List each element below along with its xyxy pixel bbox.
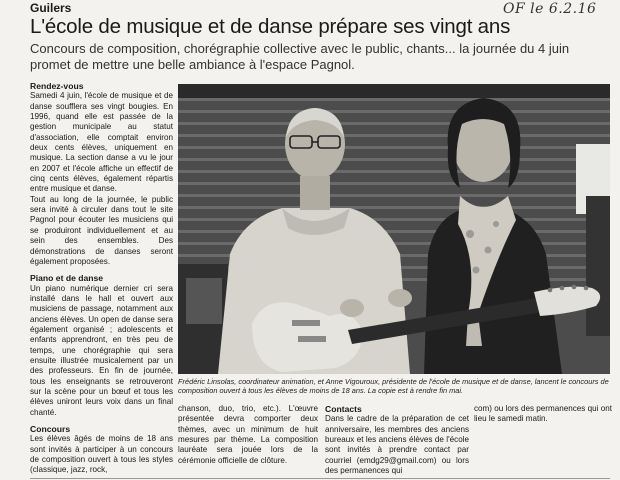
paragraph: Dans le cadre de la préparation de cet anniversaire, les membres des anciens bureaux et les anciens élèves de l'école sont invités à prendre contact par courriel (emdg29@gmail.com) ou lors des permanences qui [325, 414, 469, 476]
section-heading-rendez-vous: Rendez-vous [30, 81, 84, 91]
article-headline: L'école de musique et de danse prépare ses vingt ans [30, 15, 511, 38]
paragraph: chanson, duo, trio, etc.). L'œuvre présentée devra comporter deux thèmes, avec un minimum de huit mesures par thème. La composition lauréate sera jouée lors de la cérémonie officielle de clôture. [178, 404, 318, 465]
paragraph: Samedi 4 juin, l'école de musique et de danse soufflera ses vingt bougies. En 1996, quand elle est passée de la gestion municipale au statut d'association, elle comptait environ deux cents élèves, uniquement en musique. La section danse a vu le jour en 2007 et l'école affiche un effectif de cinq cents élèves, également répartis entre musique et danse. [30, 91, 173, 194]
paragraph: com) ou lors des permanences qui ont lieu le samedi matin. [474, 404, 612, 424]
paragraph: Les élèves âgés de moins de 18 ans sont invités à participer à un concours de composition ouvert à tous les styles (classique, jazz, rock, [30, 434, 173, 475]
section-heading-concours: Concours [30, 424, 71, 434]
article-column-2 [178, 404, 318, 466]
article-photo [178, 84, 610, 374]
paragraph: Un piano numérique dernier cri sera installé dans le hall et ouvert aux musiciens de passage, notamment aux anciens élèves. Un open de danse sera également organisé ; adolescents et enfants apprendront, en très peu de temps, une chorégraphie qui sera ensuite illustrée musicalement par un des professeurs. En fin de journée, tous les enseignants se retrouveront sur la scène pour un bœuf et tous les élèves uniront leurs voix dans un final chanté. [30, 283, 173, 417]
section-heading-piano: Piano et de danse [30, 273, 104, 284]
photo-caption: Frédéric Linsolas, coordinateur animation, et Anne Vigouroux, présidente de l'école de musique et de danse, lancent le concours de composition ouvert à tous les élèves de moins de 18 ans. La copie est à rendre fin mai. [178, 377, 609, 396]
article-column-4 [474, 404, 612, 425]
section-heading-contacts: Contacts [325, 404, 362, 414]
handwritten-date: OF le 6.2.16 [503, 1, 597, 17]
article-column-3 [325, 404, 469, 476]
article-column-left [30, 81, 173, 476]
photo-illustration [178, 84, 610, 374]
article-subtitle: Concours de composition, chorégraphie collective avec le public, chants... la journée du 4 juin promet de mettre une belle ambiance à l'espace Pagnol. [30, 41, 570, 72]
rubric-town: Guilers [30, 1, 72, 15]
paragraph: Tout au long de la journée, le public sera invité à circuler dans tout le site Pagnol pour écouter les musiciens qui se produiront individuellement et au sein des ensembles. Des démonstrations de danses seront également proposées. [30, 194, 173, 266]
divider [30, 478, 610, 479]
